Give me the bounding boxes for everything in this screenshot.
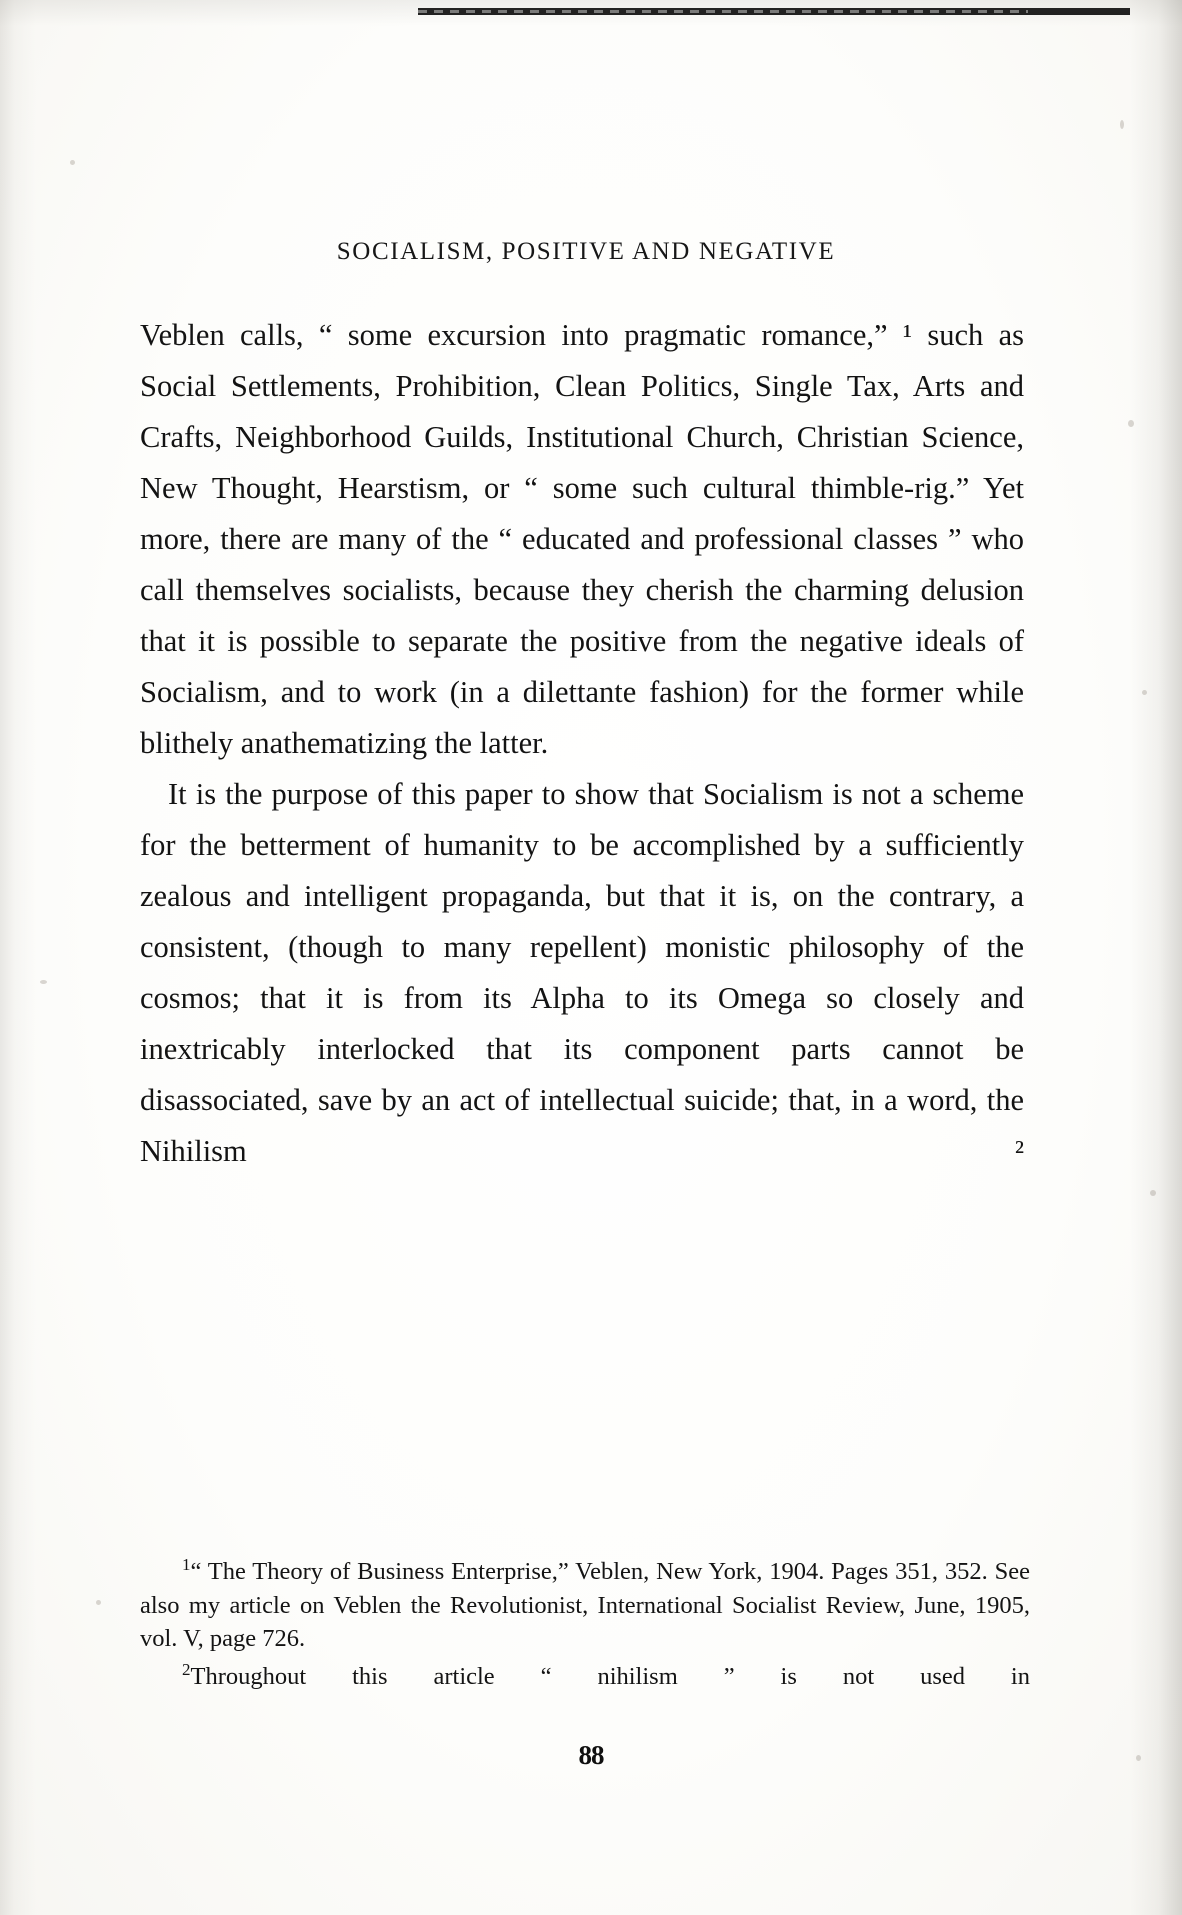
scan-speck bbox=[1142, 690, 1147, 695]
running-head: SOCIALISM, POSITIVE AND NEGATIVE bbox=[336, 238, 836, 265]
scan-speck bbox=[1128, 420, 1134, 427]
page-number: 88 bbox=[578, 1740, 604, 1770]
footnote-text: “ The Theory of Business Enterprise,” Veblen, New York, 1904. Pages 351, 352. See also my article on Veblen the Revolutionist, International Socialist Review, June, 1905, vol. V, page 726. bbox=[140, 1558, 1030, 1652]
footnote-text: Throughout this article “ nihilism ” is not used in bbox=[190, 1662, 1030, 1690]
scan-speck bbox=[1120, 120, 1124, 129]
scan-speck bbox=[96, 1600, 101, 1605]
body-text bbox=[134, 310, 1038, 1177]
scan-speck bbox=[40, 980, 47, 984]
footnote-marker: 2 bbox=[182, 1659, 191, 1679]
footnote bbox=[140, 1555, 1030, 1656]
scan-speck bbox=[70, 160, 75, 165]
footnote-marker: 1 bbox=[182, 1554, 191, 1574]
paragraph: Veblen calls, “ some excursion into pragmatic romance,” ¹ such as Social Settlements, Prohibition, Clean Politics, Single Tax, Arts and Crafts, Neighborhood Guilds, Institutional Church, Christian Science, New Thought, Hearstism, or “ some such cultural thimble-rig.” Yet more, there are many of the “ educated and professional classes ” who call themselves socialists, because they cherish the charming delusion that it is possible to separate the positive from the negative ideals of Socialism, and to work (in a dilettante fashion) for the former while blithely anathematizing the latter. bbox=[140, 318, 1024, 760]
footnote bbox=[140, 1660, 1030, 1694]
paragraph: It is the purpose of this paper to show that Socialism is not a scheme for the betterment of humanity to be accomplished by a sufficiently zealous and intelligent propaganda, but that it is, on the contrary, a consistent, (though to many repellent) monistic philosophy of the cosmos; that it is from its Alpha to its Omega so closely and inextricably interlocked that its component parts cannot be disassociated, save by an act of intellectual suicide; that, in a word, the Nihilism ² bbox=[140, 777, 1024, 1168]
scan-speck bbox=[1150, 1190, 1156, 1196]
footnote-section bbox=[140, 1555, 1030, 1693]
